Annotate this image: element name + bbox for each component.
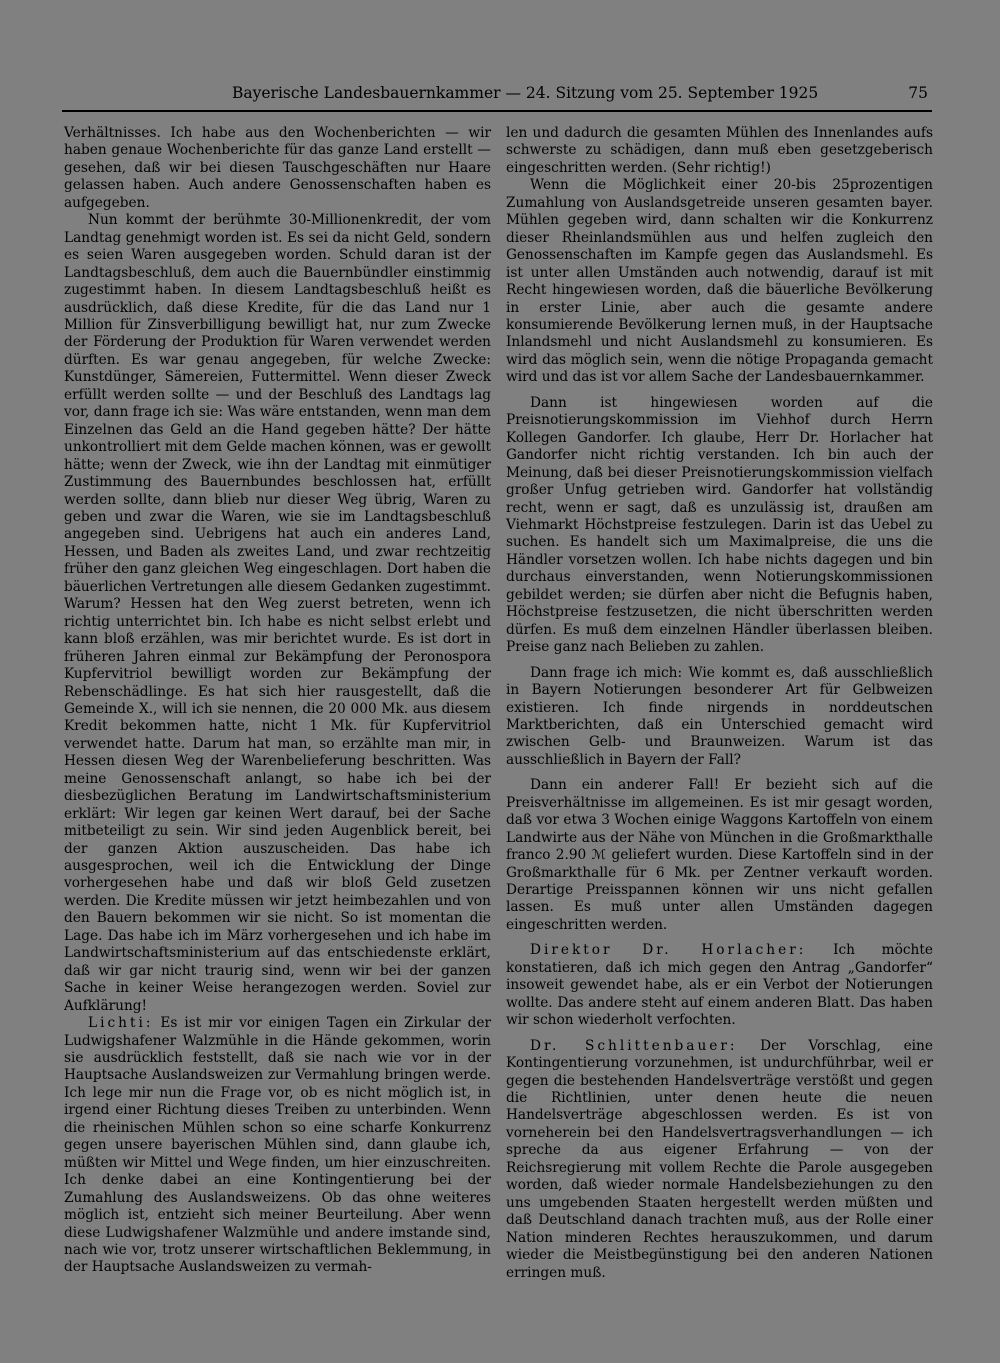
speech-text: Es ist mir vor einigen Tagen ein Zirkular der Ludwigshafener Walzmühle in die Hände gekommen, worin sie ausdrücklich feststellt, daß sie nach wie vor in der Hauptsache Auslandsweizen zur Vermahlung bringen werde. Ich lege mir nun die Frage vor, ob es nicht möglich ist, in irgend einer Richtung dieses Treiben zu unterbinden. Wenn die rheinischen Mühlen schon so eine scharfe Konkurrenz gegen unsere bayerischen Mühlen sind, dann glaube ich, müßten wir Mittel und Wege finden, um hier einzuschreiten. Ich denke dabei an eine Kontingentierung bei der Zumahlung des Auslandsweizens. Ob das ohne weiteres möglich ist, entzieht sich meiner Beurteilung. Aber wenn diese Ludwigshafener Walzmühle und andere imstande sind, nach wie vor, trotz unserer wirtschaftlichen Beklemmung, in der Hauptsache Auslandsweizen zu vermah- xyxy=(64,1015,491,1276)
column-divider xyxy=(496,125,497,1280)
page-number: 75 xyxy=(908,84,928,102)
page-header xyxy=(62,84,932,112)
left-column xyxy=(64,125,491,1277)
paragraph: Dann frage ich mich: Wie kommt es, daß ausschließlich in Bayern Notierungen besonderer Art für Gelbweizen existieren. Ich finde nirgends in norddeutschen Marktberichten, daß ein Unterschied gemacht wird zwischen Gelb- und Braunweizen. Warum ist das ausschließlich in Bayern der Fall? xyxy=(506,664,933,768)
running-title: Bayerische Landesbauernkammer — 24. Sitzung vom 25. September 1925 xyxy=(232,84,819,102)
speaker-paragraph xyxy=(506,942,933,1029)
paragraph: Wenn die Möglichkeit einer 20-bis 25prozentigen Zumahlung von Auslandsgetreide unseren gesamten bayer. Mühlen gegeben wird, dann schalten wir die Konkurrenz dieser Rheinlandsmühlen aus und helfen zugleich den Genossenschaften im Kampfe gegen das Auslandsmehl. Es ist unter allen Umständen auch notwendig, darauf ist mit Recht hingewiesen worden, daß die bäuerliche Bevölkerung in erster Linie, aber auch die gesamte andere konsumierende Bevölkerung lernen muß, in der Hauptsache Inlandsmehl und nicht Auslandsmehl zu konsumieren. Es wird das möglich sein, wenn die nötige Propaganda gemacht wird und das ist vor allem Sache der Landesbauernkammer. xyxy=(506,177,933,386)
speaker-name: Lichti: xyxy=(88,1015,154,1032)
paragraph: Verhältnisses. Ich habe aus den Wochenberichten — wir haben genaue Wochenberichte für das ganze Land erstellt — gesehen, daß wir bei diesen Tauschgeschäften nur Haare gelassen haben. Auch andere Genossenschaften haben es aufgegeben. xyxy=(64,125,491,211)
paragraph: len und dadurch die gesamten Mühlen des Innenlandes aufs schwerste zu schädigen, dann muß eben gesetzgeberisch eingeschritten werden. (Sehr richtig!) xyxy=(506,125,933,176)
speech-text: Der Vorschlag, eine Kontingentierung vorzunehmen, ist undurchführbar, weil er gegen die bestehenden Handelsverträge verstößt und gegen die Richtlinien, unter denen heute die neuen Handelsverträge abgeschlossen werden. Es ist von vorneherein bei den Handelsvertragsverhandlungen — ich spreche da aus eigener Erfahrung — von der Reichsregierung mit vollem Rechte die Parole ausgegeben worden, daß wieder normale Handelsbeziehungen zu den uns umgebenden Staaten hergestellt werden müßten und daß Deutschland danach trachten muß, aus der Rolle einer Nation minderen Rechtes herauszukommen, und darum wieder die Meistbegünstigung bei den anderen Nationen erringen muß. xyxy=(506,1037,933,1281)
speaker-name: Direktor Dr. Horlacher: xyxy=(530,942,807,959)
right-column xyxy=(506,125,933,1282)
speaker-paragraph xyxy=(64,1015,491,1277)
paragraph: Dann ist hingewiesen worden auf die Preisnotierungskommission im Viehhof durch Herrn Kollegen Gandorfer. Ich glaube, Herr Dr. Horlacher hat Gandorfer nicht richtig verstanden. Ich bin auch der Meinung, daß bei dieser Preisnotierungskommission vielfach großer Unfug getrieben wird. Gandorfer hat vollständig recht, wenn er sagt, daß es unzulässig ist, draußen am Viehmarkt Höchstpreise festzulegen. Darin ist das Uebel zu suchen. Es handelt sich um Maximalpreise, die uns die Händler vorsetzen wollen. Ich habe nichts dagegen und bin durchaus einverstanden, wenn Notierungskommissionen gebildet werden; sie dürfen aber nicht die Befugnis haben, Höchstpreise festzusetzen, die nicht überschritten werden dürfen. Es muß dem einzelnen Händler überlassen bleiben. Preise ganz nach Belieben zu zahlen. xyxy=(506,394,933,656)
paragraph: Dann ein anderer Fall! Er bezieht sich auf die Preisverhältnisse im allgemeinen. Es ist mir gesagt worden, daß vor etwa 3 Wochen einige Waggons Kartoffeln von einem Landwirte aus der Nähe von München in die Großmarkthalle franco 2.90 ℳ geliefert wurden. Diese Kartoffeln sind in der Großmarkthalle für 6 Mk. per Zentner verkauft worden. Derartige Preisspannen können wir uns nicht gefallen lassen. Es muß unter allen Umständen dagegen eingeschritten werden. xyxy=(506,777,933,933)
speaker-paragraph xyxy=(506,1038,933,1282)
speaker-name: Dr. Schlittenbauer: xyxy=(530,1037,738,1054)
speech-text: Ich möchte konstatieren, daß ich mich gegen den Antrag „Gandorfer“ insoweit gewendet habe, als er ein Verbot der Notierungen wollte. Das andere steht auf einem anderen Blatt. Das haben wir schon wiederholt verfochten. xyxy=(506,942,933,1029)
paragraph: Nun kommt der berühmte 30-Millionenkredit, der vom Landtag genehmigt worden ist. Es sei da nicht Geld, sondern es seien Waren ausgegeben worden. Schuld daran ist der Landtagsbeschluß, dem auch die Bauernbündler einstimmig zugestimmt haben. In diesem Landtagsbeschluß heißt es ausdrücklich, daß diese Kredite, für die das Land nur 1 Million für Zinsverbilligung bewilligt hat, nur zum Zwecke der Förderung der Produktion für Waren verwendet werden dürften. Es war genau angegeben, für welche Zwecke: Kunstdünger, Sämereien, Futtermittel. Wenn dieser Zweck erfüllt werden sollte — und der Beschluß des Landtags lag vor, dann frage ich sie: Was wäre entstanden, wenn man dem Einzelnen das Geld an die Hand gegeben hätte? Der hätte unkontrolliert mit dem Gelde machen können, was er gewollt hätte; wenn der Zweck, wie ihn der Landtag mit einmütiger Zustimmung des Bauernbundes beschlossen hat, erfüllt werden sollte, dann blieb nur dieser Weg übrig, Waren zu geben und zwar die Waren, wie sie im Landtagsbeschluß angegeben sind. Uebrigens hat auch ein anderes Land, Hessen, und Baden als zweites Land, und zwar rechtzeitig früher den ganz gleichen Weg eingeschlagen. Dort haben die bäuerlichen Vertretungen alle diesem Gedanken zugestimmt. Warum? Hessen hat den Weg zuerst betreten, wenn ich richtig unterrichtet bin. Ich habe es nicht selbst erlebt und kann bloß erzählen, was mir berichtet wurde. Es ist dort in früheren Jahren einmal zur Bekämpfung der Peronospora Kupfervitriol bewilligt worden zur Bekämpfung der Rebenschädlinge. Es hat sich hier rausgestellt, daß die Gemeinde X., will ich sie nennen, die 20 000 Mk. aus diesem Kredit bekommen hatte, nicht 1 Mk. für Kupfervitriol verwendet hatte. Darum hat man, so erzählte man mir, in Hessen diesen Weg der Warenbelieferung beschritten. Was meine Genossenschaft anlangt, so habe ich bei der diesbezüglichen Beratung im Landwirtschaftsministerium erklärt: Wir legen gar keinen Wert darauf, bei der Sache mitbeteiligt zu sein. Wir sind jeden Augenblick bereit, bei der ganzen Aktion auszuscheiden. Das habe ich ausgesprochen, weil ich die Entwicklung der Dinge vorhergesehen habe und daß wir bloß Geld zusetzen werden. Die Kredite müssen wir jetzt heimbezahlen und von den Bauern bekommen wir sie nicht. So ist momentan die Lage. Das habe ich im März vorhergesehen und ich habe im Landwirtschaftsministerium auf das entschiedenste erklärt, daß wir gar nicht traurig sind, wenn wir bei der ganzen Sache in keiner Weise herangezogen werden. Soviel zur Aufklärung! xyxy=(64,212,491,1014)
